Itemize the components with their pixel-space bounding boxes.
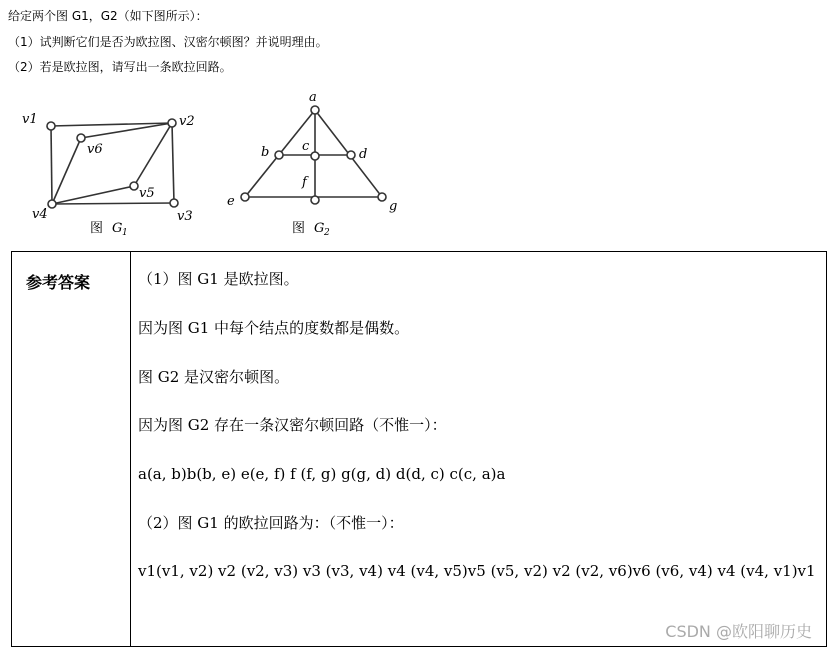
caption-index: 1 <box>122 228 128 238</box>
caption-g: G <box>314 221 325 236</box>
node-label: v6 <box>87 142 103 157</box>
question-2: （2）若是欧拉图，请写出一条欧拉回路。 <box>8 60 232 74</box>
node-label: a <box>309 90 317 105</box>
graph-g1 <box>22 112 195 238</box>
column-divider <box>130 252 131 646</box>
node-label: c <box>302 139 310 154</box>
node-label: v2 <box>179 114 195 129</box>
answer-line: v1(v1, v2) v2 (v2, v3) v3 (v3, v4) v4 (v4, v5)v5 (v5, v2) v2 (v2, v6)v6 (v6, v4) v4 (v4, v1)v1 <box>138 562 816 580</box>
answer-line: 图 G2 是汉密尔顿图。 <box>138 368 290 386</box>
answer-line: （2）图 G1 的欧拉回路为：（不惟一）： <box>138 514 404 532</box>
answer-line: 因为图 G2 存在一条汉密尔顿回路（不惟一）： <box>138 416 447 434</box>
caption-g: G <box>112 221 123 236</box>
node-label: f <box>302 175 307 190</box>
question-intro: 给定两个图 G1，G2（如下图所示）： <box>8 9 208 23</box>
node-label: b <box>261 145 270 160</box>
answer-line: （1）图 G1 是欧拉图。 <box>138 270 299 288</box>
watermark: CSDN @欧阳聊历史 <box>665 622 812 641</box>
caption: 图 <box>90 221 104 236</box>
node-label: g <box>389 199 398 214</box>
node-label: v3 <box>177 209 193 224</box>
node-label: v5 <box>139 186 155 201</box>
node-label: v4 <box>32 207 48 222</box>
node-label: d <box>359 147 368 162</box>
question-1: （1）试判断它们是否为欧拉图、汉密尔顿图？并说明理由。 <box>8 35 328 49</box>
graph-figures <box>0 0 420 245</box>
answer-line: a(a, b)b(b, e) e(e, f) f (f, g) g(g, d) d(d, c) c(c, a)a <box>138 465 506 483</box>
caption-index: 2 <box>324 228 330 238</box>
node-label: v1 <box>22 112 38 127</box>
graph-g2 <box>227 90 397 238</box>
node-label: e <box>227 194 235 209</box>
caption: 图 <box>292 221 306 236</box>
answer-header: 参考答案 <box>26 273 91 292</box>
answer-table <box>11 251 827 647</box>
answer-line: 因为图 G1 中每个结点的度数都是偶数。 <box>138 319 410 337</box>
